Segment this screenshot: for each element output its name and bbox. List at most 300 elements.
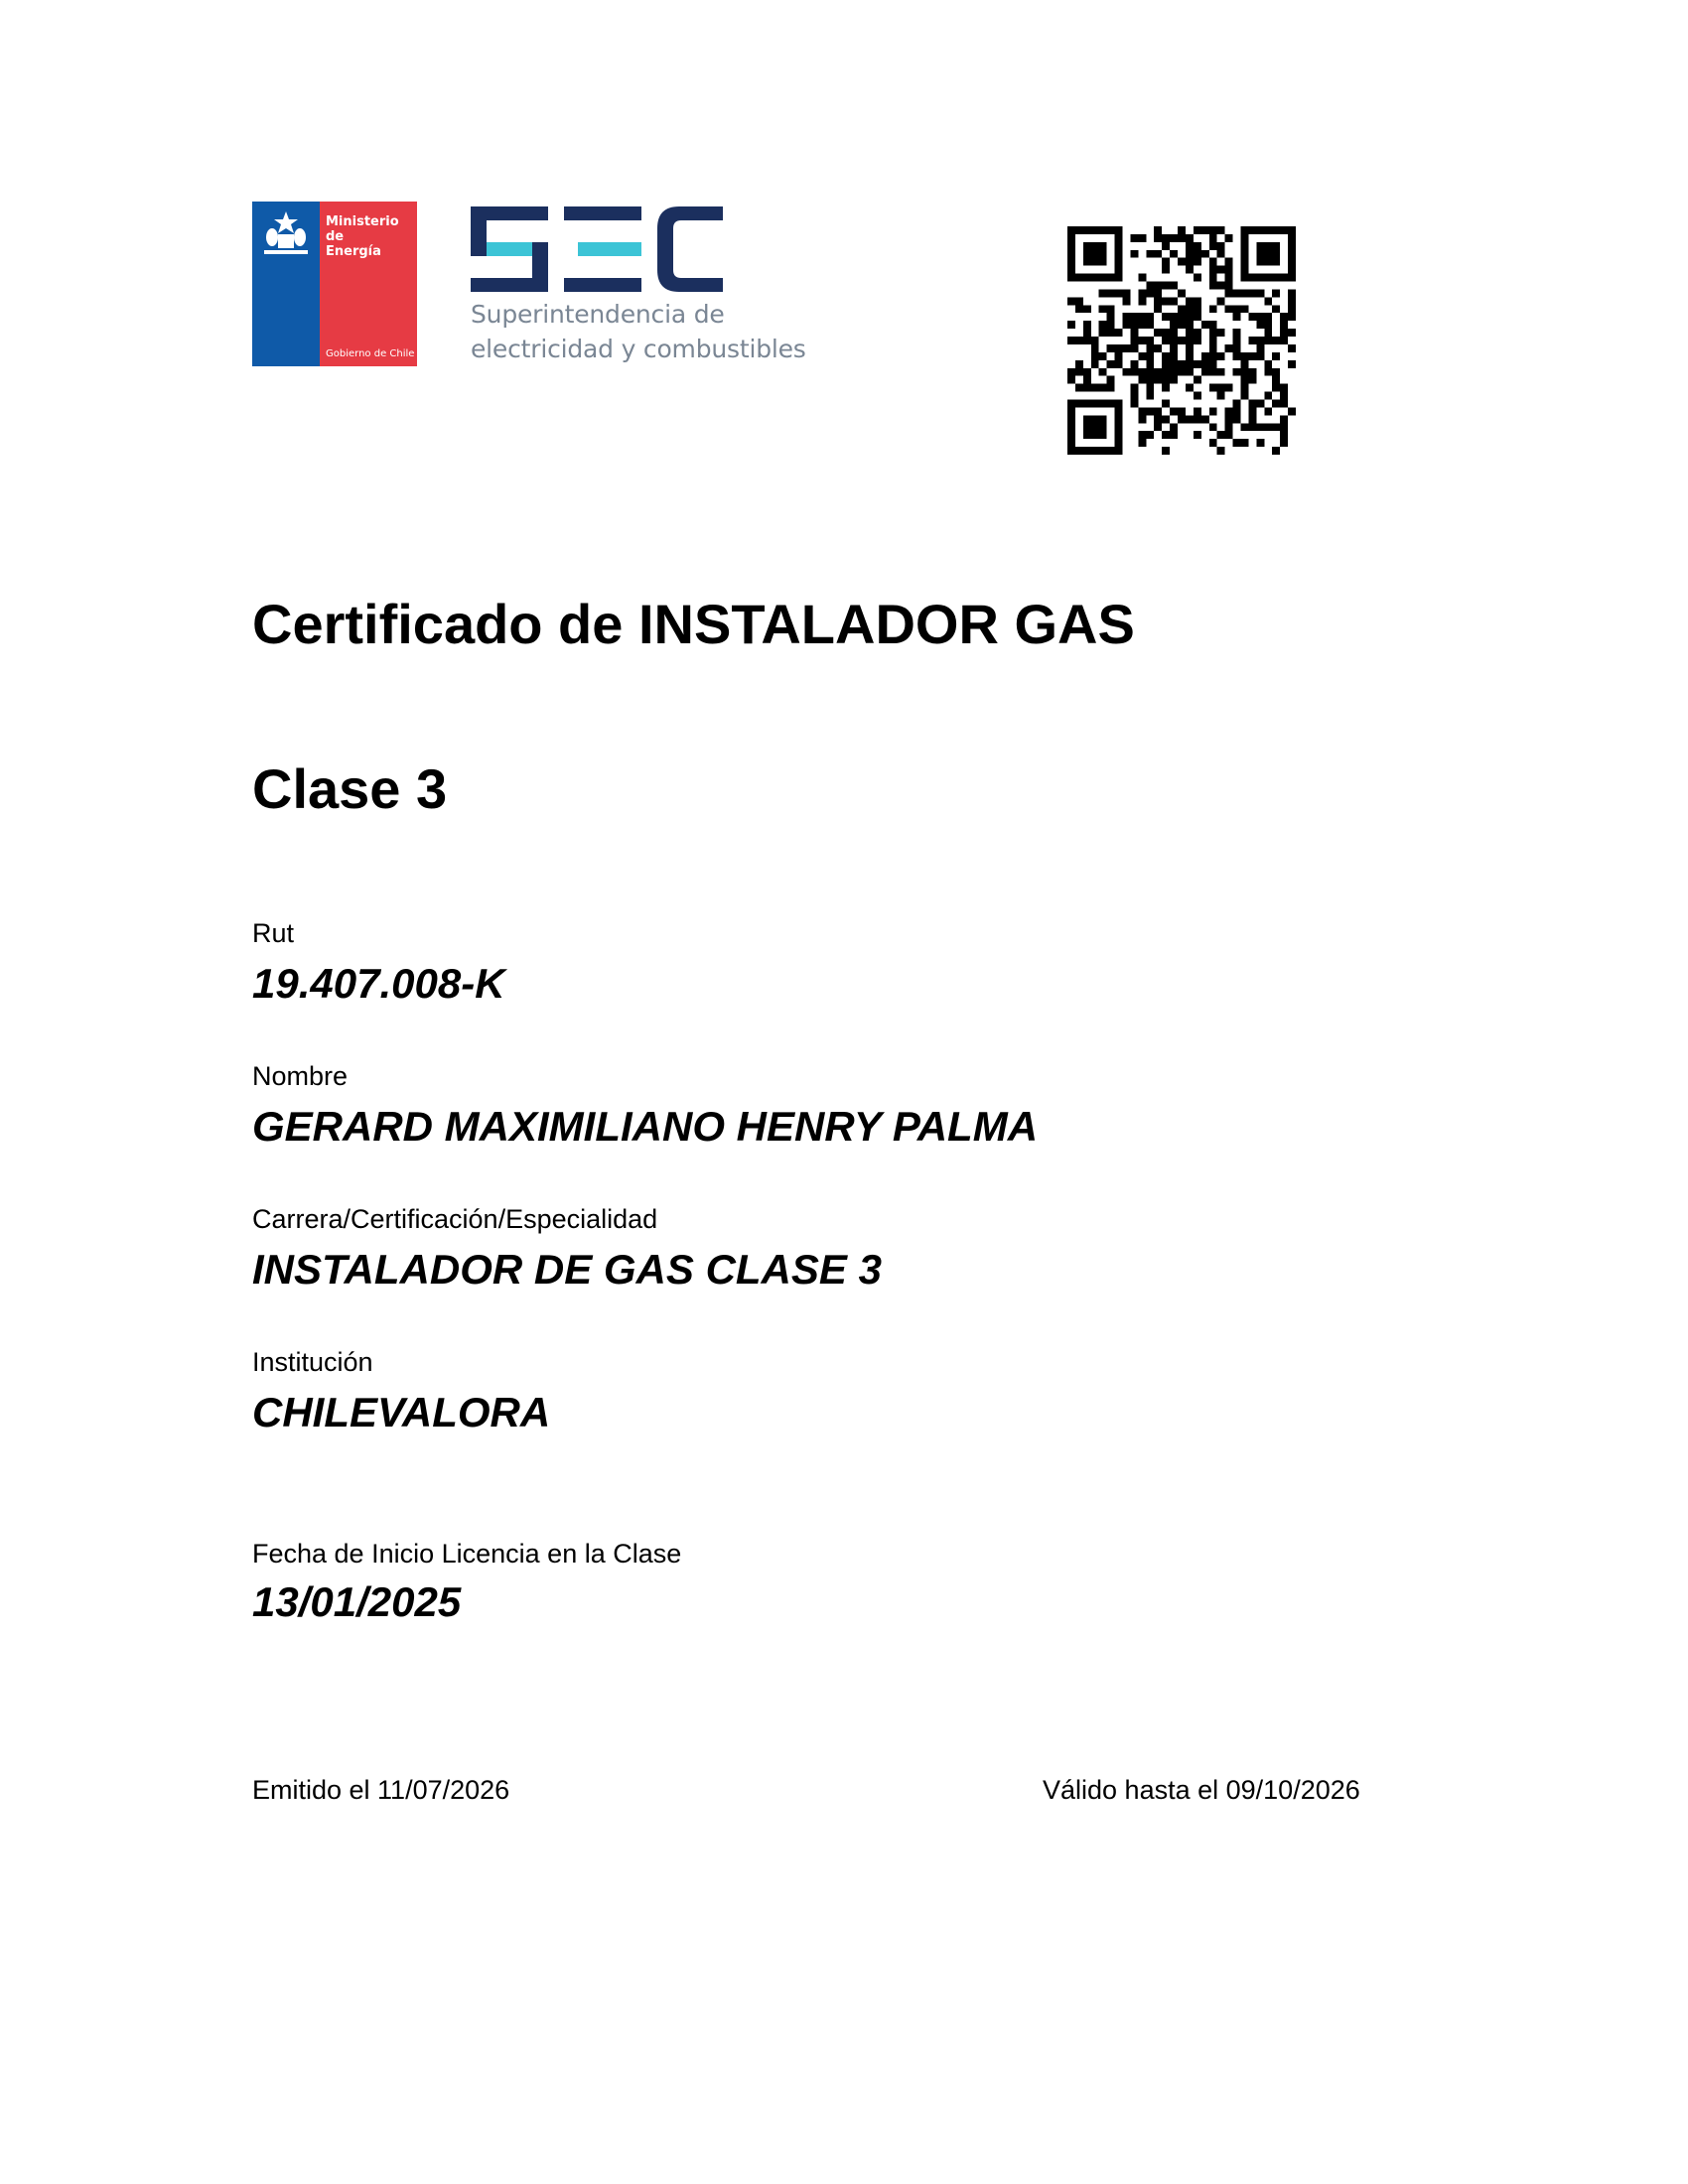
qr-module (1201, 368, 1209, 376)
qr-module (1083, 329, 1091, 337)
qr-module (1194, 415, 1201, 423)
gobierno-label: Gobierno de Chile (326, 348, 415, 359)
qr-module (1264, 250, 1272, 258)
qr-module (1217, 384, 1225, 392)
qr-module (1075, 305, 1083, 313)
qr-module (1091, 250, 1099, 258)
qr-module (1162, 368, 1170, 376)
qr-module (1083, 321, 1091, 329)
qr-module (1225, 344, 1233, 352)
qr-module (1225, 415, 1233, 423)
qr-module (1194, 274, 1201, 282)
qr-module (1272, 384, 1280, 392)
qr-module (1280, 226, 1288, 234)
qr-module (1248, 313, 1256, 321)
qr-module (1067, 274, 1075, 282)
qr-module (1123, 313, 1131, 321)
qr-module (1067, 376, 1075, 384)
qr-module (1225, 407, 1233, 415)
qr-module (1186, 352, 1194, 360)
qr-module (1225, 431, 1233, 439)
qr-module (1209, 234, 1217, 242)
qr-module (1154, 376, 1162, 384)
qr-module (1162, 258, 1170, 266)
qr-module (1130, 344, 1138, 352)
qr-module (1217, 431, 1225, 439)
qr-module (1115, 360, 1123, 368)
ministerio-energia-logo (252, 202, 417, 366)
qr-module (1138, 431, 1146, 439)
qr-module (1083, 447, 1091, 455)
qr-module (1288, 329, 1296, 337)
qr-module (1115, 407, 1123, 415)
qr-module (1186, 234, 1194, 242)
qr-module (1264, 258, 1272, 266)
qr-module (1083, 250, 1091, 258)
qr-module (1272, 250, 1280, 258)
qr-module (1240, 305, 1248, 313)
qr-module (1067, 399, 1075, 407)
qr-module (1201, 321, 1209, 329)
qr-module (1280, 399, 1288, 407)
qr-module (1233, 305, 1241, 313)
qr-module (1194, 313, 1201, 321)
qr-module (1178, 360, 1186, 368)
ministerio-line2: Energía (326, 244, 381, 259)
qr-module (1075, 368, 1083, 376)
qr-module (1201, 415, 1209, 423)
qr-module (1154, 234, 1162, 242)
qr-module (1146, 431, 1154, 439)
sec-logo (471, 205, 808, 373)
qr-module (1099, 368, 1107, 376)
qr-module (1170, 337, 1178, 344)
qr-module (1123, 368, 1131, 376)
qr-module (1154, 250, 1162, 258)
qr-module (1091, 344, 1099, 352)
logo-blue-panel (252, 202, 320, 366)
qr-module (1233, 368, 1241, 376)
qr-module (1067, 423, 1075, 431)
qr-module (1130, 329, 1138, 337)
qr-module (1075, 399, 1083, 407)
qr-module (1115, 266, 1123, 274)
qr-module (1067, 321, 1075, 329)
qr-module (1256, 250, 1264, 258)
qr-module (1146, 384, 1154, 392)
class-title: Clase 3 (252, 757, 448, 820)
qr-module (1288, 226, 1296, 234)
qr-module (1186, 360, 1194, 368)
qr-module (1083, 423, 1091, 431)
qr-module (1256, 274, 1264, 282)
qr-module (1264, 392, 1272, 400)
qr-module (1194, 376, 1201, 384)
qr-module (1154, 297, 1162, 305)
qr-module (1240, 234, 1248, 242)
qr-module (1186, 266, 1194, 274)
qr-module (1091, 384, 1099, 392)
qr-module (1123, 321, 1131, 329)
qr-module (1256, 439, 1264, 447)
qr-module (1248, 337, 1256, 344)
nombre-label: Nombre (252, 1061, 349, 1091)
qr-module (1194, 360, 1201, 368)
qr-module (1099, 423, 1107, 431)
qr-module (1288, 234, 1296, 242)
qr-module (1138, 352, 1146, 360)
qr-module (1099, 399, 1107, 407)
qr-module (1123, 344, 1131, 352)
qr-module (1186, 384, 1194, 392)
qr-module (1288, 250, 1296, 258)
qr-module (1138, 289, 1146, 297)
qr-module (1194, 337, 1201, 344)
qr-module (1264, 337, 1272, 344)
qr-module (1194, 242, 1201, 250)
carrera-value: INSTALADOR DE GAS CLASE 3 (252, 1246, 882, 1293)
qr-module (1178, 321, 1186, 329)
qr-module (1225, 274, 1233, 282)
qr-module (1233, 344, 1241, 352)
qr-module (1272, 399, 1280, 407)
qr-module (1154, 282, 1162, 290)
qr-module (1162, 313, 1170, 321)
qr-module (1154, 329, 1162, 337)
qr-module (1083, 274, 1091, 282)
qr-module (1154, 368, 1162, 376)
qr-module (1178, 337, 1186, 344)
qr-module (1075, 360, 1083, 368)
qr-module (1280, 415, 1288, 423)
qr-module (1217, 226, 1225, 234)
qr-module (1115, 352, 1123, 360)
qr-module (1256, 337, 1264, 344)
qr-module (1099, 415, 1107, 423)
qr-module (1233, 352, 1241, 360)
qr-module (1240, 289, 1248, 297)
qr-module (1186, 344, 1194, 352)
qr-module (1099, 226, 1107, 234)
qr-module (1115, 274, 1123, 282)
qr-module (1178, 258, 1186, 266)
qr-module (1146, 282, 1154, 290)
qr-module (1075, 337, 1083, 344)
qr-module (1194, 250, 1201, 258)
qr-module (1225, 282, 1233, 290)
qr-module (1194, 407, 1201, 415)
qr-module (1115, 439, 1123, 447)
qr-module (1146, 321, 1154, 329)
qr-module (1138, 274, 1146, 282)
qr-module (1272, 447, 1280, 455)
qr-module (1209, 337, 1217, 344)
qr-module (1209, 384, 1217, 392)
qr-module (1248, 368, 1256, 376)
certificate-title: Certificado de INSTALADOR GAS (252, 593, 1135, 655)
qr-module (1272, 376, 1280, 384)
qr-module (1256, 258, 1264, 266)
qr-module (1170, 407, 1178, 415)
nombre-value: GERARD MAXIMILIANO HENRY PALMA (252, 1103, 1039, 1150)
qr-module (1225, 289, 1233, 297)
sec-subtitle-line1: Superintendencia de (471, 300, 725, 329)
qr-module (1067, 337, 1075, 344)
qr-module (1170, 360, 1178, 368)
qr-module (1248, 399, 1256, 407)
qr-module (1162, 242, 1170, 250)
qr-module (1240, 423, 1248, 431)
qr-module (1146, 289, 1154, 297)
qr-module (1233, 407, 1241, 415)
qr-module (1138, 321, 1146, 329)
qr-module (1130, 360, 1138, 368)
qr-module (1170, 329, 1178, 337)
qr-module (1248, 274, 1256, 282)
qr-module (1240, 242, 1248, 250)
qr-module (1272, 337, 1280, 344)
qr-module (1186, 297, 1194, 305)
qr-module (1209, 344, 1217, 352)
qr-module (1264, 321, 1272, 329)
qr-module (1099, 329, 1107, 337)
qr-module (1170, 313, 1178, 321)
qr-module (1067, 226, 1075, 234)
qr-module (1288, 407, 1296, 415)
qr-module (1170, 431, 1178, 439)
qr-module (1264, 226, 1272, 234)
qr-module (1099, 447, 1107, 455)
qr-module (1162, 352, 1170, 360)
chile-crest-icon (262, 207, 310, 259)
qr-module (1130, 399, 1138, 407)
qr-module (1240, 439, 1248, 447)
qr-module (1264, 368, 1272, 376)
sec-subtitle-line2: electricidad y combustibles (471, 335, 806, 363)
qr-module (1162, 431, 1170, 439)
qr-module (1217, 297, 1225, 305)
qr-module (1288, 360, 1296, 368)
qr-module (1162, 415, 1170, 423)
qr-module (1264, 423, 1272, 431)
qr-module (1217, 329, 1225, 337)
qr-module (1075, 274, 1083, 282)
qr-module (1107, 399, 1115, 407)
qr-module (1178, 234, 1186, 242)
qr-module (1240, 258, 1248, 266)
qr-module (1256, 399, 1264, 407)
sec-wordmark-icon (471, 205, 729, 294)
qr-module (1067, 250, 1075, 258)
qr-module (1248, 352, 1256, 360)
qr-module (1240, 250, 1248, 258)
qr-module (1272, 368, 1280, 376)
qr-module (1138, 313, 1146, 321)
qr-module (1099, 431, 1107, 439)
qr-module (1240, 384, 1248, 392)
qr-module (1256, 344, 1264, 352)
qr-module (1233, 329, 1241, 337)
qr-module (1280, 337, 1288, 344)
institucion-label: Institución (252, 1347, 373, 1377)
qr-module (1083, 399, 1091, 407)
qr-module (1178, 415, 1186, 423)
qr-module (1225, 305, 1233, 313)
qr-module (1162, 384, 1170, 392)
qr-module (1130, 384, 1138, 392)
qr-module (1248, 289, 1256, 297)
qr-module (1075, 447, 1083, 455)
qr-module (1083, 368, 1091, 376)
qr-module (1075, 226, 1083, 234)
qr-module (1138, 376, 1146, 384)
qr-module (1178, 289, 1186, 297)
qr-module (1225, 234, 1233, 242)
qr-module (1280, 313, 1288, 321)
qr-module (1099, 274, 1107, 282)
qr-module (1067, 258, 1075, 266)
qr-module (1280, 392, 1288, 400)
qr-module (1178, 305, 1186, 313)
qr-module (1186, 368, 1194, 376)
qr-module (1240, 226, 1248, 234)
qr-module (1209, 274, 1217, 282)
qr-module (1107, 329, 1115, 337)
qr-module (1067, 266, 1075, 274)
qr-module (1067, 415, 1075, 423)
qr-module (1288, 313, 1296, 321)
qr-module (1154, 423, 1162, 431)
qr-module (1280, 423, 1288, 431)
qr-module (1170, 352, 1178, 360)
qr-module (1067, 368, 1075, 376)
qr-module (1288, 344, 1296, 352)
qr-module (1091, 447, 1099, 455)
qr-module (1272, 258, 1280, 266)
qr-module (1154, 415, 1162, 423)
qr-module (1083, 384, 1091, 392)
qr-module (1170, 423, 1178, 431)
qr-module (1272, 226, 1280, 234)
qr-module (1146, 337, 1154, 344)
qr-module (1209, 368, 1217, 376)
qr-module (1162, 399, 1170, 407)
qr-module (1256, 289, 1264, 297)
qr-module (1209, 329, 1217, 337)
qr-module (1233, 289, 1241, 297)
logo-red-panel (320, 202, 417, 366)
qr-module (1233, 337, 1241, 344)
qr-module (1146, 313, 1154, 321)
qr-module (1115, 399, 1123, 407)
qr-module (1178, 407, 1186, 415)
qr-module (1083, 415, 1091, 423)
qr-module (1240, 376, 1248, 384)
qr-module (1194, 226, 1201, 234)
qr-module (1280, 431, 1288, 439)
qr-module (1138, 415, 1146, 423)
qr-module (1280, 329, 1288, 337)
qr-module (1272, 274, 1280, 282)
qr-module (1209, 282, 1217, 290)
qr-module (1099, 250, 1107, 258)
ministerio-line1: Ministerio de (326, 214, 399, 244)
qr-module (1178, 226, 1186, 234)
qr-module (1083, 258, 1091, 266)
qr-module (1067, 242, 1075, 250)
qr-module (1107, 305, 1115, 313)
qr-module (1162, 266, 1170, 274)
qr-module (1138, 337, 1146, 344)
qr-module (1067, 234, 1075, 242)
qr-module (1083, 242, 1091, 250)
qr-module (1178, 368, 1186, 376)
qr-module (1209, 423, 1217, 431)
qr-module (1201, 352, 1209, 360)
qr-module (1186, 313, 1194, 321)
qr-module (1288, 266, 1296, 274)
qr-module (1178, 313, 1186, 321)
qr-module (1099, 384, 1107, 392)
qr-module (1209, 305, 1217, 313)
qr-module (1115, 258, 1123, 266)
qr-module (1248, 226, 1256, 234)
rut-value: 19.407.008-K (252, 960, 505, 1007)
qr-module (1091, 415, 1099, 423)
qr-module (1240, 352, 1248, 360)
qr-module (1162, 337, 1170, 344)
qr-module (1099, 305, 1107, 313)
qr-module (1115, 250, 1123, 258)
qr-module (1146, 407, 1154, 415)
qr-module (1123, 289, 1131, 297)
qr-module (1083, 226, 1091, 234)
qr-module (1194, 329, 1201, 337)
qr-module (1099, 352, 1107, 360)
qr-module (1217, 352, 1225, 360)
qr-module (1280, 439, 1288, 447)
qr-module (1115, 344, 1123, 352)
qr-module (1107, 226, 1115, 234)
qr-module (1146, 352, 1154, 360)
qr-module (1130, 337, 1138, 344)
qr-module (1130, 392, 1138, 400)
qr-module (1067, 447, 1075, 455)
qr-module (1107, 376, 1115, 384)
qr-module (1209, 352, 1217, 360)
qr-module (1130, 368, 1138, 376)
qr-module (1186, 329, 1194, 337)
qr-module (1186, 415, 1194, 423)
qr-module (1186, 337, 1194, 344)
ministerio-name (326, 214, 417, 259)
qr-module (1115, 226, 1123, 234)
institucion-value: CHILEVALORA (252, 1389, 551, 1435)
qr-module (1240, 274, 1248, 282)
qr-module (1146, 360, 1154, 368)
qr-module (1272, 352, 1280, 360)
qr-module (1209, 321, 1217, 329)
qr-module (1170, 282, 1178, 290)
qr-module (1201, 250, 1209, 258)
qr-module (1091, 360, 1099, 368)
qr-module (1209, 266, 1217, 274)
qr-module (1099, 321, 1107, 329)
qr-module (1288, 297, 1296, 305)
qr-module (1225, 266, 1233, 274)
qr-module (1107, 289, 1115, 297)
qr-module (1217, 368, 1225, 376)
